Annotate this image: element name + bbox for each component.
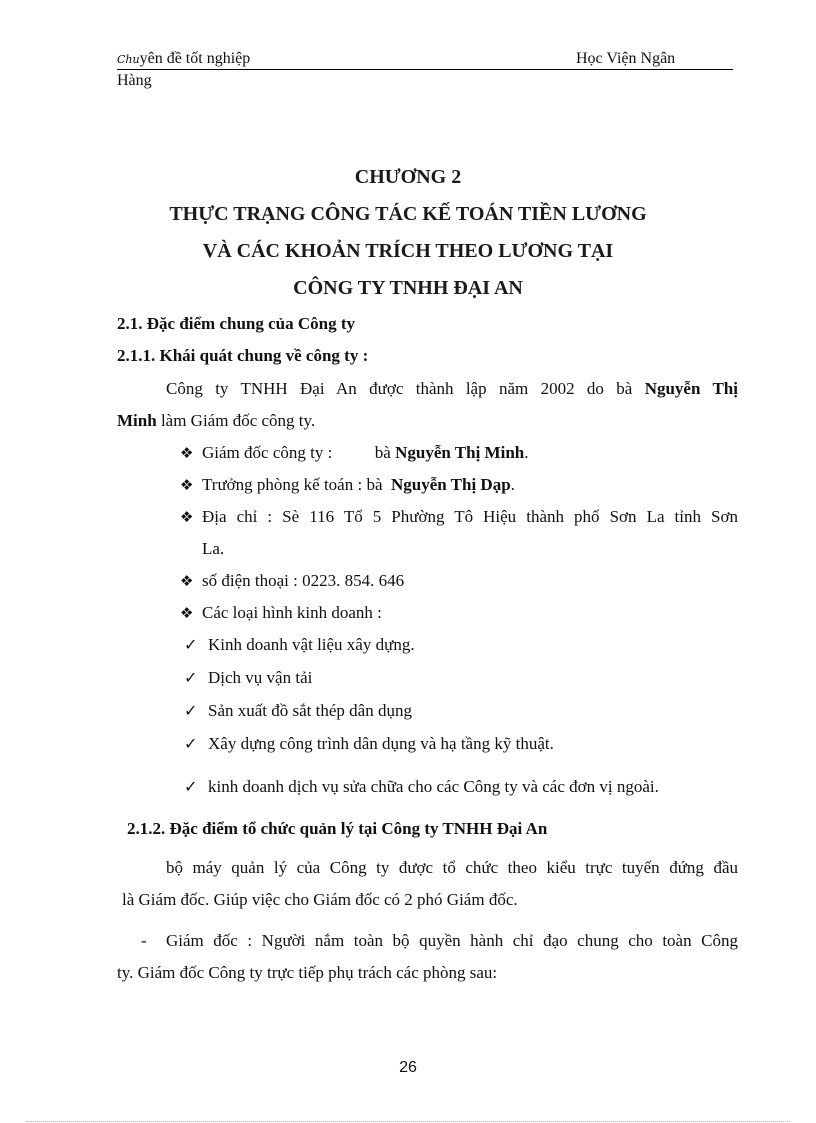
intro-line-2: Minh làm Giám đốc công ty.: [117, 411, 316, 430]
diamond-bullet-icon: ❖: [180, 444, 194, 462]
business-type-item: ✓ kinh doanh dịch vụ sửa chữa cho các Công ty và các đơn vị ngoài.: [184, 777, 659, 796]
header-left-text: yên đề tốt nghiệp: [139, 50, 251, 67]
chapter-title-line-3: CÔNG TY TNHH ĐẠI AN: [293, 277, 523, 299]
section-2-1-heading: 2.1. Đặc điểm chung của Công ty: [117, 314, 356, 333]
bullet-address-line-1: ❖ Địa chỉ : Sè 116 Tổ 5 Phường Tô Hiệu thành phố Sơn La tỉnh Sơn: [180, 507, 738, 526]
header-rule: [117, 69, 733, 70]
director-line-2: ty. Giám đốc Công ty trực tiếp phụ trách các phòng sau:: [117, 963, 498, 982]
section-2-1-1-heading: 2.1.1. Khái quát chung về công ty :: [117, 346, 369, 365]
check-bullet-icon: ✓: [184, 635, 198, 654]
bullet-business-types: ❖ Các loại hình kinh doanh :: [180, 603, 382, 622]
chapter-title-line-2: VÀ CÁC KHOẢN TRÍCH THEO LƯƠNG TẠI: [202, 240, 614, 262]
intro-line-1: Công ty TNHH Đại An được thành lập năm 2002 do bà Nguyễn Thị: [166, 379, 738, 398]
business-type-item: ✓ Dịch vụ vận tải: [184, 668, 313, 687]
check-bullet-icon: ✓: [184, 734, 198, 753]
org-para-line-1: bộ máy quản lý của Công ty được tổ chức theo kiểu trực tuyến đứng đầu: [166, 858, 738, 877]
bullet-address-line-2: La.: [202, 539, 225, 558]
check-bullet-icon: ✓: [184, 668, 198, 687]
business-type-item: ✓ Sản xuất đồ sắt thép dân dụng: [184, 701, 412, 720]
diamond-bullet-icon: ❖: [180, 476, 194, 494]
check-bullet-icon: ✓: [184, 701, 198, 720]
bullet-phone: ❖ số điện thoại : 0223. 854. 646: [180, 571, 405, 590]
diamond-bullet-icon: ❖: [180, 604, 194, 622]
business-type-item: ✓ Xây dựng công trình dân dụng và hạ tầng kỹ thuật.: [184, 734, 554, 753]
dash-marker: -: [141, 931, 147, 950]
header-script-logo: Chu: [117, 53, 140, 66]
bullet-chief-accountant: ❖ Trưởng phòng kế toán : bà Nguyễn Thị Dạp.: [180, 475, 515, 494]
section-2-1-2-heading: 2.1.2. Đặc điểm tổ chức quản lý tại Công ty TNHH Đại An: [127, 819, 548, 838]
chapter-number: CHƯƠNG 2: [354, 166, 462, 188]
bullet-director: ❖ Giám đốc công ty : bà Nguyễn Thị Minh.: [180, 443, 529, 462]
running-header-left: [117, 50, 250, 68]
chapter-title-line-1: THỰC TRẠNG CÔNG TÁC KẾ TOÁN TIỀN LƯƠNG: [169, 203, 647, 225]
header-right-text: Học Viện Ngân: [576, 50, 676, 67]
diamond-bullet-icon: ❖: [180, 572, 194, 590]
business-type-item: ✓ Kinh doanh vật liệu xây dựng.: [184, 635, 415, 654]
header-wrap-text: Hàng: [117, 72, 152, 89]
footer-divider: [26, 1121, 790, 1122]
diamond-bullet-icon: ❖: [180, 508, 194, 526]
org-para-line-2: là Giám đốc. Giúp việc cho Giám đốc có 2 phó Giám đốc.: [122, 890, 518, 909]
director-line-1: Giám đốc : Người nắm toàn bộ quyền hành chỉ đạo chung cho toàn Công: [166, 931, 738, 950]
check-bullet-icon: ✓: [184, 777, 198, 796]
page-number: 26: [399, 1059, 417, 1076]
